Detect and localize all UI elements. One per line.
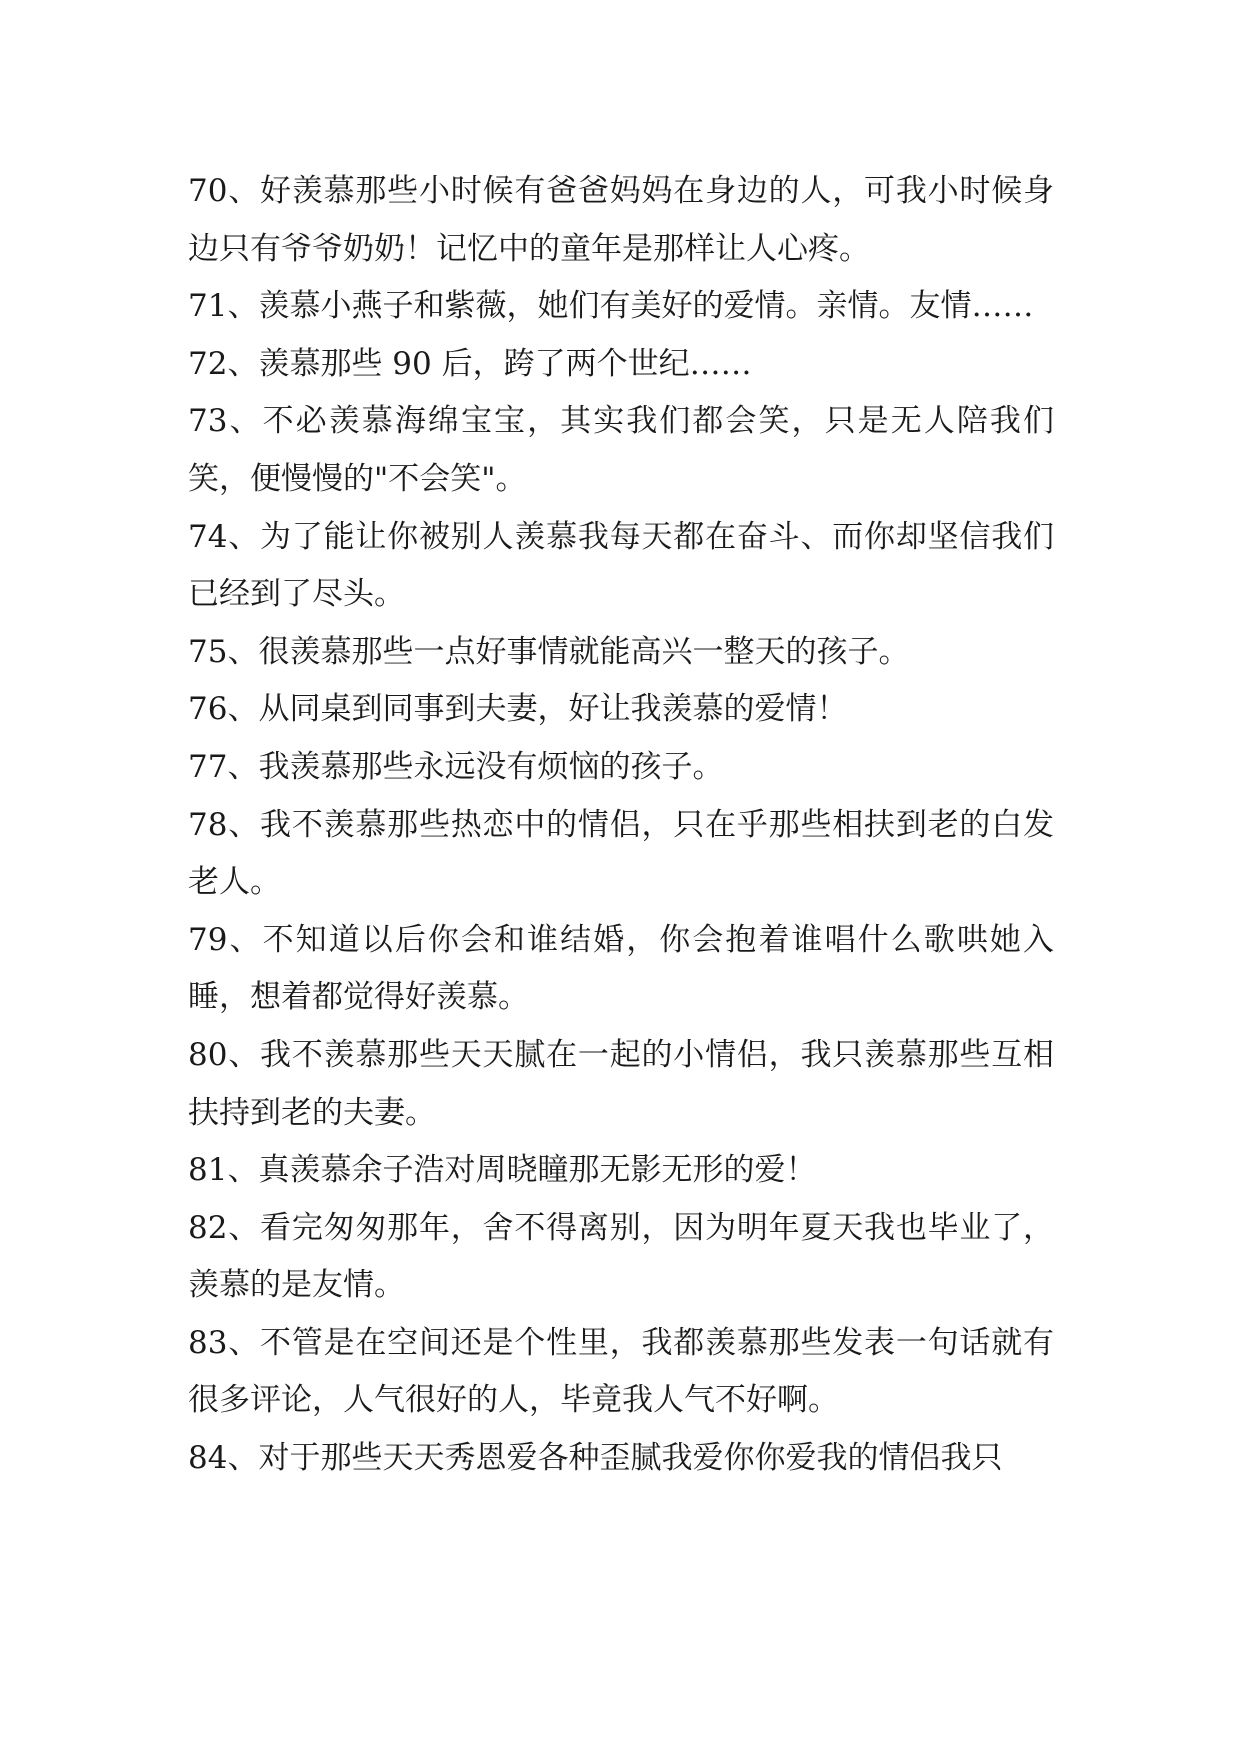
paragraph-84: 84、对于那些天天秀恩爱各种歪腻我爱你你爱我的情侣我只 xyxy=(188,1440,1003,1477)
document-body xyxy=(188,163,1054,1488)
paragraph-73: 73、不必羡慕海绵宝宝，其实我们都会笑，只是无人陪我们笑，便慢慢的"不会笑"。 xyxy=(188,403,1054,497)
paragraph-72: 72、羡慕那些 90 后，跨了两个世纪…… xyxy=(188,345,752,382)
paragraph-71: 71、羡慕小燕子和紫薇，她们有美好的爱情。亲情。友情…… xyxy=(188,288,1034,325)
paragraph-76: 76、从同桌到同事到夫妻，好让我羡慕的爱情！ xyxy=(188,691,848,728)
paragraph-77: 77、我羡慕那些永远没有烦恼的孩子。 xyxy=(188,748,724,785)
paragraph-70: 70、好羡慕那些小时候有爸爸妈妈在身边的人，可我小时候身边只有爷爷奶奶！记忆中的童年是那样让人心疼。 xyxy=(188,173,1054,267)
paragraph-82: 82、看完匆匆那年，舍不得离别，因为明年夏天我也毕业了，羡慕的是友情。 xyxy=(188,1209,1054,1304)
paragraph-83: 83、不管是在空间还是个性里，我都羡慕那些发表一句话就有很多评论，人气很好的人，毕竟我人气不好啊。 xyxy=(188,1324,1054,1419)
paragraph-79: 79、不知道以后你会和谁结婚，你会抱着谁唱什么歌哄她入睡，想着都觉得好羡慕。 xyxy=(188,921,1054,1016)
paragraph-81: 81、真羡慕余子浩对周晓瞳那无影无形的爱！ xyxy=(188,1152,817,1189)
paragraph-78: 78、我不羡慕那些热恋中的情侣，只在乎那些相扶到老的白发老人。 xyxy=(188,806,1054,901)
paragraph-75: 75、很羡慕那些一点好事情就能高兴一整天的孩子。 xyxy=(188,633,910,670)
paragraph-80: 80、我不羡慕那些天天腻在一起的小情侣，我只羡慕那些互相扶持到老的夫妻。 xyxy=(188,1036,1054,1131)
paragraph-74: 74、为了能让你被别人羡慕我每天都在奋斗、而你却坚信我们已经到了尽头。 xyxy=(188,518,1054,613)
